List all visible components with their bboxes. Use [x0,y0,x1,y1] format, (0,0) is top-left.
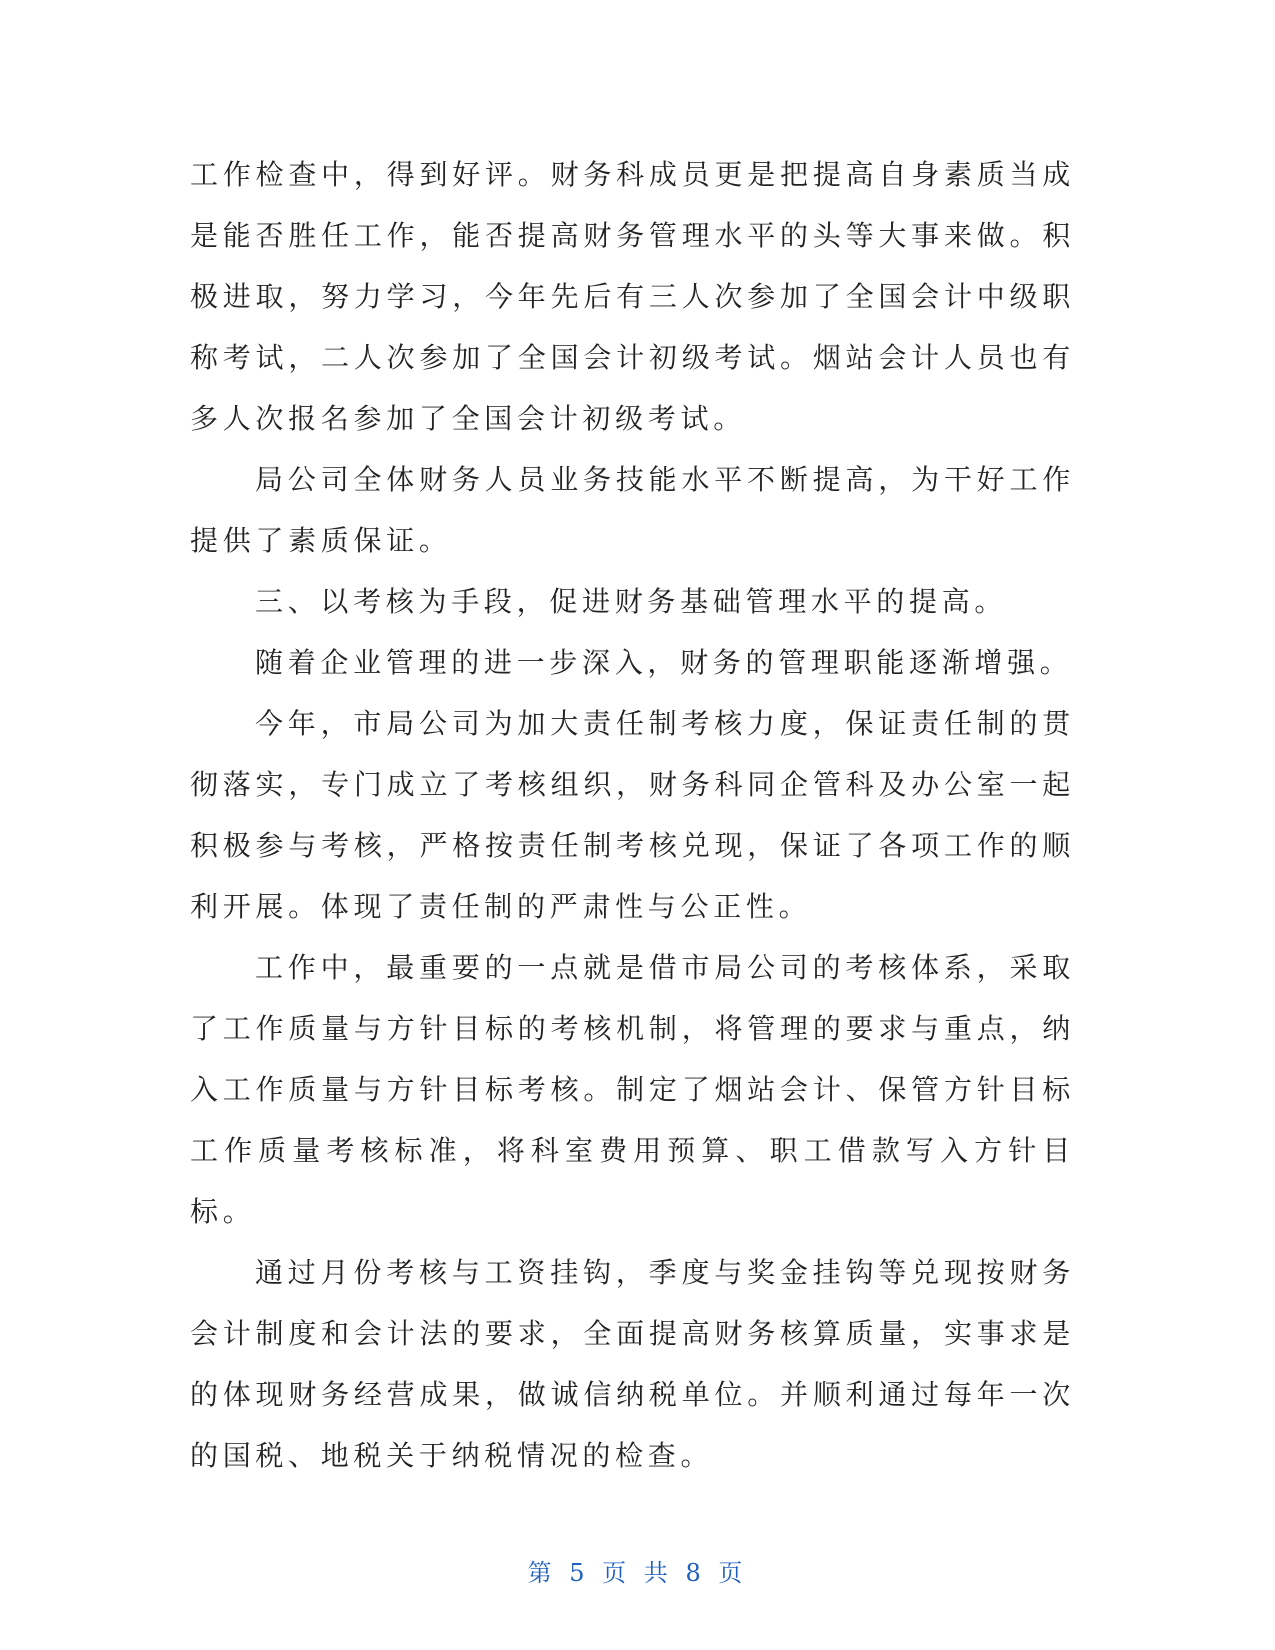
document-body [190,144,1075,1486]
paragraph: 工作中，最重要的一点就是借市局公司的考核体系，采取了工作质量与方针目标的考核机制，将管理的要求与重点，纳入工作质量与方针目标考核。制定了烟站会计、保管方针目标工作质量考核标准，将科室费用预算、职工借款写入方针目标。 [190,951,1075,1228]
paragraph: 今年，市局公司为加大责任制考核力度，保证责任制的贯彻落实，专门成立了考核组织，财务科同企管科及办公室一起积极参与考核，严格按责任制考核兑现，保证了各项工作的顺利开展。体现了责任制的严肃性与公正性。 [190,707,1075,923]
paragraph: 通过月份考核与工资挂钩，季度与奖金挂钩等兑现按财务会计制度和会计法的要求，全面提高财务核算质量，实事求是的体现财务经营成果，做诚信纳税单位。并顺利通过每年一次的国税、地税关于纳税情况的检查。 [190,1256,1075,1472]
page-number-footer: 第 5 页 共 8 页 [527,1559,748,1587]
paragraph: 随着企业管理的进一步深入，财务的管理职能逐渐增强。 [255,646,1073,679]
paragraph: 工作检查中，得到好评。财务科成员更是把提高自身素质当成是能否胜任工作，能否提高财务管理水平的头等大事来做。积极进取，努力学习，今年先后有三人次参加了全国会计中级职称考试，二人次参加了全国会计初级考试。烟站会计人员也有多人次报名参加了全国会计初级考试。 [190,158,1075,435]
section-heading: 三、以考核为手段，促进财务基础管理水平的提高。 [255,585,1008,618]
paragraph: 局公司全体财务人员业务技能水平不断提高，为干好工作提供了素质保证。 [190,463,1075,557]
